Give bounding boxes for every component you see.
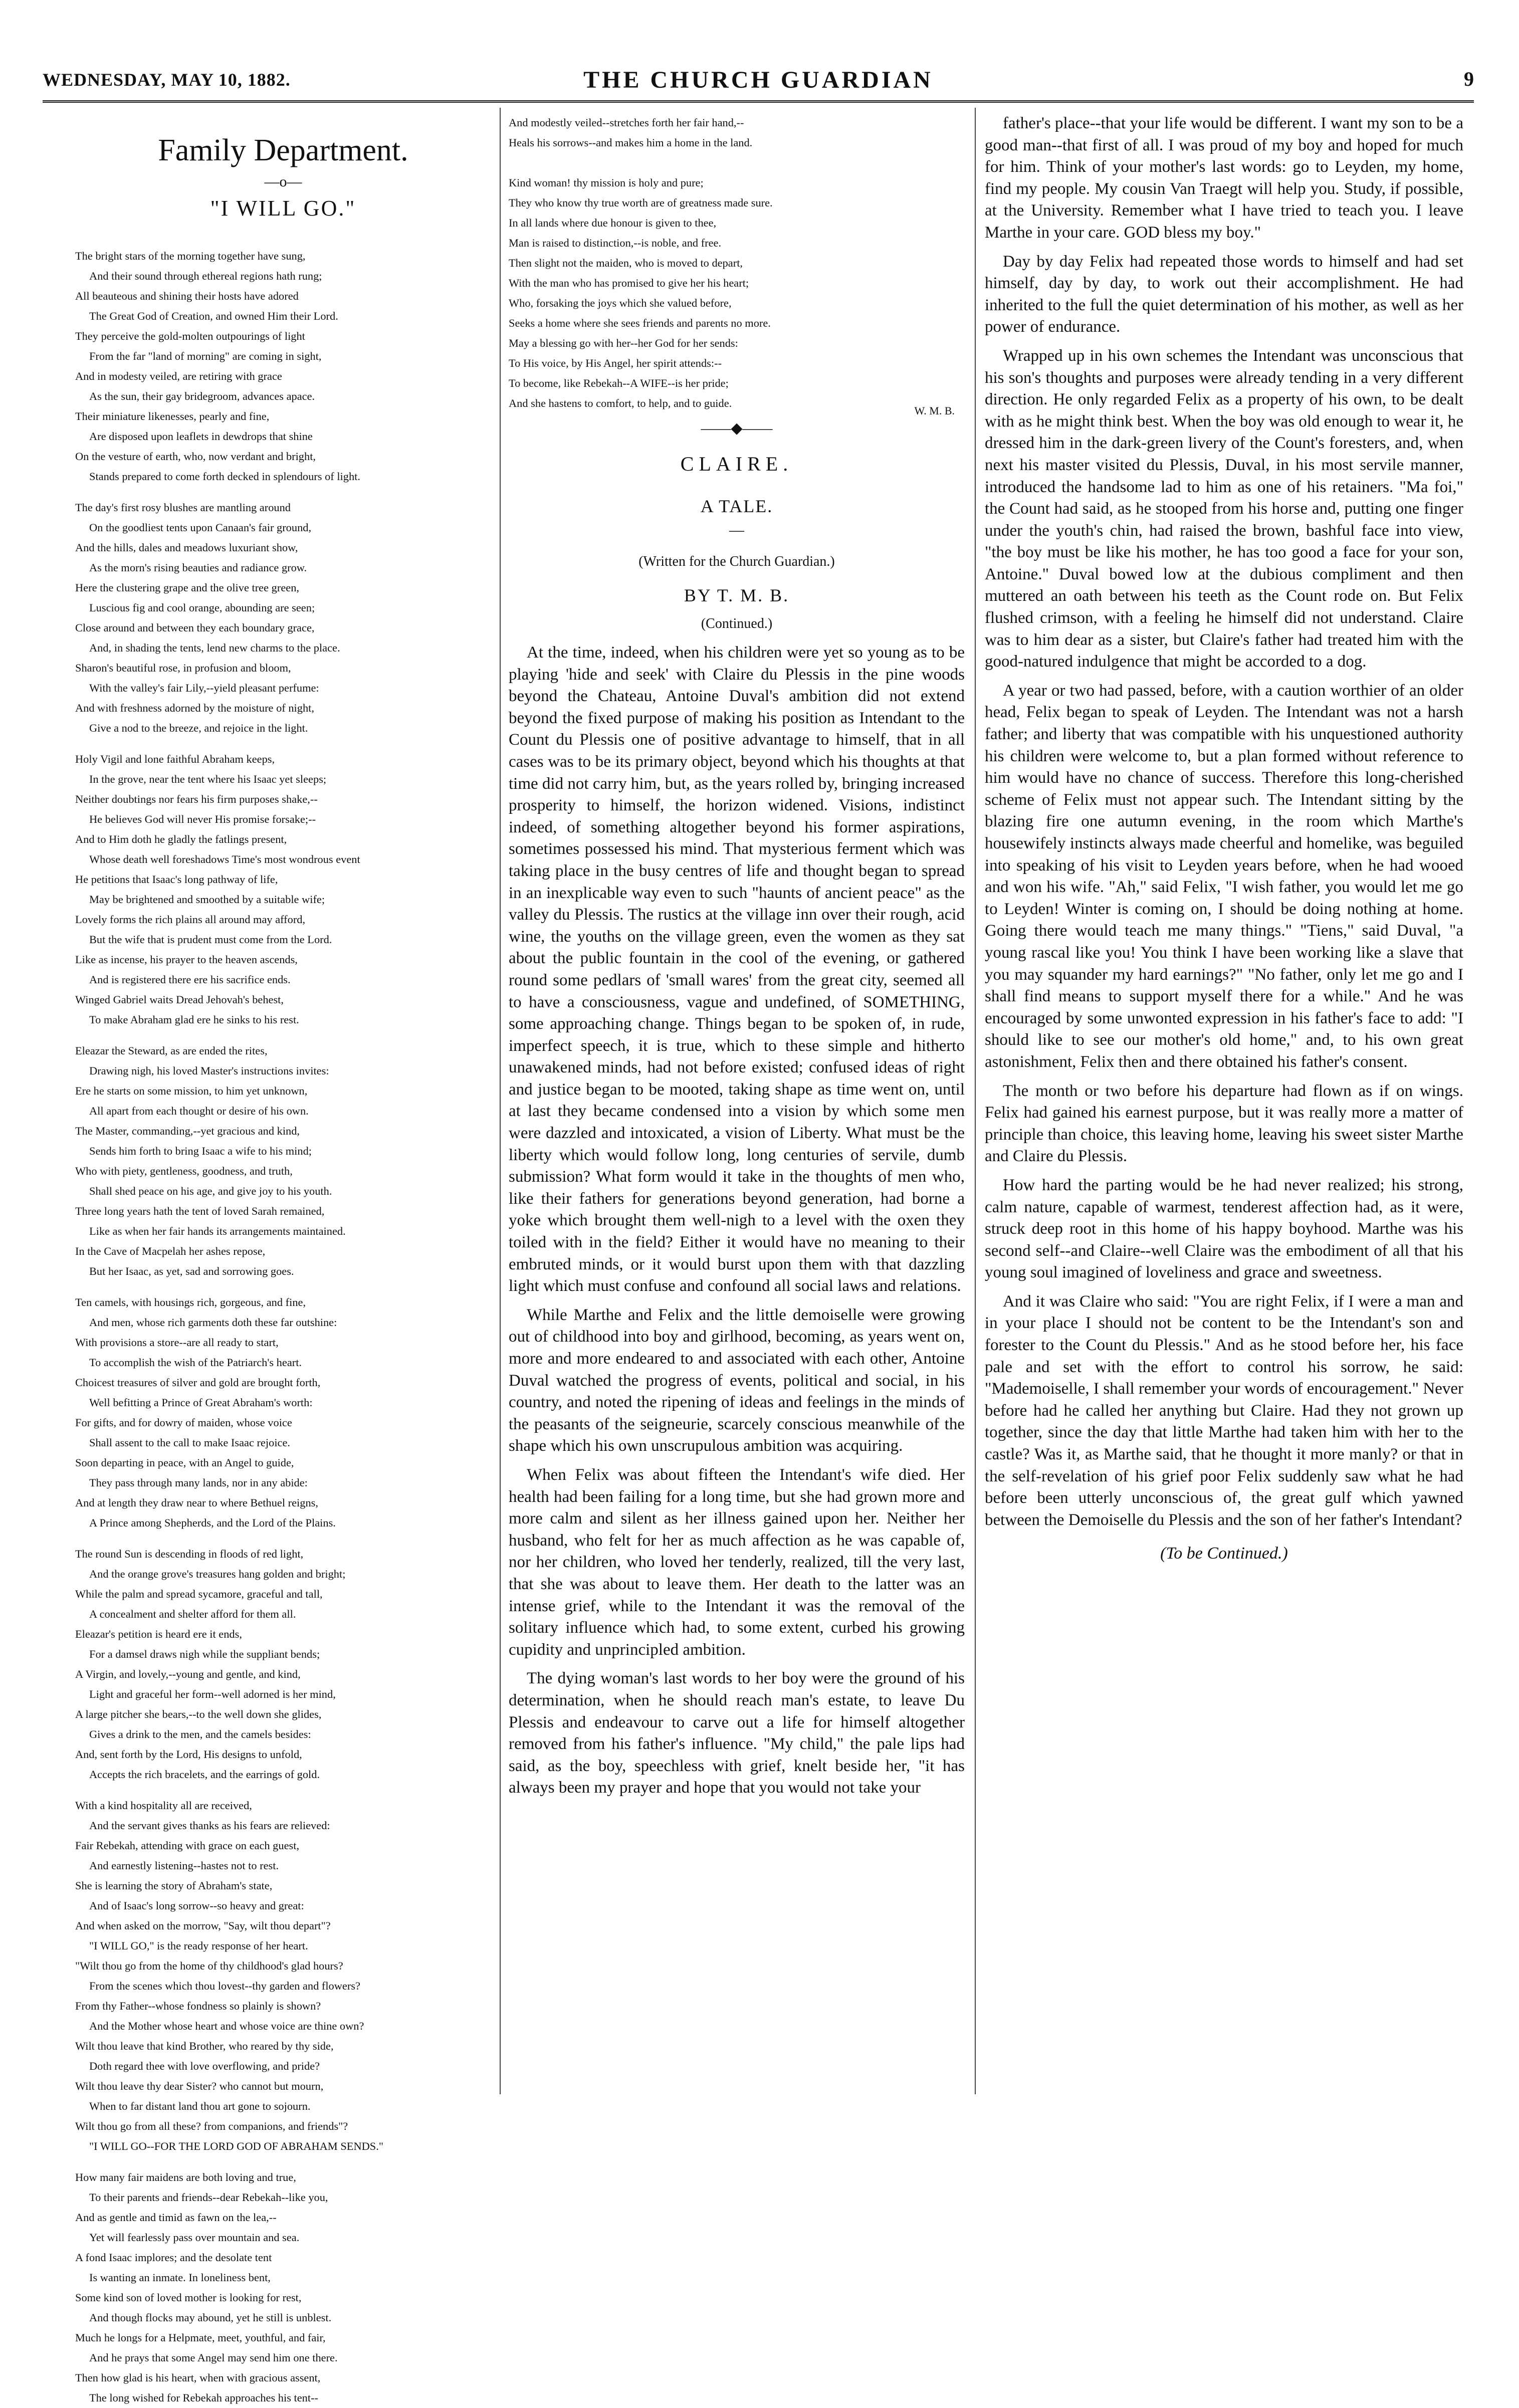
poem-line: The day's first rosy blushes are mantling around — [75, 501, 291, 514]
story-continued-label: (Continued.) — [701, 616, 773, 631]
poem-line: Seeks a home where she sees friends and parents no more. — [509, 317, 771, 329]
poem-line: May be brightened and smoothed by a suitable wife; — [89, 893, 325, 906]
poem-line: Stands prepared to come forth decked in splendours of light. — [89, 470, 360, 483]
poem-line: Wilt thou go from all these? from companions, and friends"? — [75, 2120, 348, 2132]
poem-line: Sharon's beautiful rose, in profusion and bloom, — [75, 662, 291, 674]
column-divider — [500, 108, 501, 2094]
story-paragraph: A year or two had passed, before, with a caution worthier of an older head, Felix began to speak of Leyden. The Intendant was not a harsh father; and liberty that was compatible with his unquestioned authority his children were welcome to, but a plan formed without reference to him would have no chance of success. Therefore this long-cherished scheme of Felix must not appear such. The Intendant sitting by the blazing fire one autumn evening, in the room which Marthe's housewifely instincts always made cheerful and homelike, was beguiled into speaking of his visit to Leyden years before, when he had wooed and won his wife. "Ah," said Felix, "I wish father, you would let me go to Leyden! Winter is coming on, I should be doing nothing at home. Going there would teach me many things." "Tiens," said Duval, "a young rascal like you! You think I have been working like a slave that you may squander my hard earnings?" "No father, only let me go and I shall find means to support myself there for a while." And he was encouraged by some unwonted expression in his father's face to add: "I should like to see our mother's old home," and, to his own great astonishment, Felix then and there obtained his father's consent. — [985, 681, 1463, 1071]
poem-line: Choicest treasures of silver and gold are brought forth, — [75, 1376, 321, 1389]
poem-line: Accepts the rich bracelets, and the earrings of gold. — [89, 1768, 320, 1781]
poem-line: He petitions that Isaac's long pathway of life, — [75, 873, 278, 886]
poem-line: A Virgin, and lovely,--young and gentle, and kind, — [75, 1668, 301, 1680]
poem-stanza — [75, 1041, 491, 1281]
poem-line: For gifts, and for dowry of maiden, whose voice — [75, 1416, 292, 1429]
poem-stanza — [75, 749, 491, 1030]
poem-stanza — [75, 1544, 491, 1785]
poem-line: Gives a drink to the men, and the camels besides: — [89, 1728, 311, 1740]
poem-line: Fair Rebekah, attending with grace on each guest, — [75, 1839, 300, 1852]
poem-line: From the far "land of morning" are coming in sight, — [89, 350, 322, 362]
poem-line: With the valley's fair Lily,--yield pleasant perfume: — [89, 682, 319, 694]
poem-line: All beauteous and shining their hosts have adored — [75, 290, 299, 302]
poem-line: To His voice, by His Angel, her spirit attends:-- — [509, 357, 722, 369]
story-attribution: (Written for the Church Guardian.) — [638, 554, 835, 569]
poem-line: Eleazar the Steward, as are ended the rites, — [75, 1044, 268, 1057]
poem-line: They pass through many lands, nor in any abide: — [89, 1476, 308, 1489]
poem-line: The round Sun is descending in floods of red light, — [75, 1548, 304, 1560]
poem-line: With provisions a store--are all ready to start, — [75, 1336, 279, 1349]
poem-line: May a blessing go with her--her God for her sends: — [509, 337, 738, 349]
poem-line: Neither doubtings nor fears his firm purposes shake,-- — [75, 793, 318, 805]
poem-line: Ten camels, with housings rich, gorgeous, and fine, — [75, 1296, 306, 1308]
poem-line: Eleazar's petition is heard ere it ends, — [75, 1628, 242, 1640]
poem-line: A Prince among Shepherds, and the Lord of the Plains. — [89, 1516, 336, 1529]
column-poem — [75, 113, 491, 2404]
column-divider — [975, 108, 976, 2094]
poem-line: Light and graceful her form--well adorned is her mind, — [89, 1688, 336, 1700]
poem-line: "I WILL GO--FOR THE LORD GOD OF ABRAHAM SENDS." — [89, 2140, 383, 2152]
poem-stanza — [75, 1796, 491, 2156]
poem-line: And she hastens to comfort, to help, and to guide. — [509, 397, 732, 409]
story-paragraph: At the time, indeed, when his children were yet so young as to be playing 'hide and seek' with Claire du Plessis in the pine woods beyond the Chateau, Antoine Duval's ambition did not extend beyond the fixed purpose of making his position as Intendant to the Count du Plessis one of positive advantage to himself, that in all cases was to be its primary object, beyond which his thoughts at that time did not carry him, but, as the years rolled by, bringing increased prosperity to himself, the horizon widened. Visions, indistinct indeed, of something altogether beyond his former aspirations, sometimes possessed his mind. That mysterious ferment which was taking place in the busy centres of life and thought began to spread in an inexplicable way even to such "haunts of ancient peace" as the valley du Plessis. The rustics at the village inn over their rough, acid wine, the youths on the village green, even the women as they sat about the public fountain in the cool of the evening, or gathered round some pedlars of 'small wares' from the great city, seemed all to have a consciousness, vague and undefined, of SOMETHING, some approaching change. Things began to be spoken of, in rude, imperfect speech, it is true, which to these simple and hitherto unawakened minds, had not before existed; confused ideas of right and justice began to be mooted, taking shape as time went on, until at last they became condensed into a vision by which some men were dazzled and intoxicated, a vision of Liberty. What must be the liberty which would follow long, long centuries of servile, dumb submission? What form would it take in the thoughts of men who, like their fathers for generations beyond generation, had borne a yoke which brought them well-nigh to a level with the oxen they toiled with in the field? Either it would have no meaning to their embruted minds, or it would burst upon them with that dazzling light which must confuse and confound all social laws and relations. — [509, 643, 965, 1295]
masthead — [43, 65, 1474, 98]
poem-line: Who with piety, gentleness, goodness, and truth, — [75, 1165, 293, 1177]
poem-line: From thy Father--whose fondness so plainly is shown? — [75, 2000, 321, 2012]
poem-line: Who, forsaking the joys which she valued before, — [509, 297, 732, 309]
poem-line: And, sent forth by the Lord, His designs to unfold, — [75, 1748, 302, 1761]
story-author: BY T. M. B. — [684, 585, 790, 605]
poem-line: A large pitcher she bears,--to the well down she glides, — [75, 1708, 322, 1720]
poem-line: A fond Isaac implores; and the desolate tent — [75, 2251, 272, 2264]
issue-date: WEDNESDAY, MAY 10, 1882. — [43, 70, 291, 90]
poem-signature: W. M. B. — [914, 404, 955, 417]
story-paragraph: While Marthe and Felix and the little demoiselle were growing out of childhood into boy and girlhood, becoming, as years went on, more and more endeared to and associated with each other, Antoine Duval watched the progress of events, political and social, in his country, and noted the ripening of ideas and feelings in the minds of the peasants of the seigneurie, scarcely conscious meanwhile of the shape which his own unscrupulous ambition was acquiring. — [509, 1305, 965, 1455]
story-text — [509, 642, 965, 1799]
poem-line: And the orange grove's treasures hang golden and bright; — [89, 1568, 346, 1580]
poem-line: To become, like Rebekah--A WIFE--is her pride; — [509, 377, 729, 389]
poem-line: How many fair maidens are both loving and true, — [75, 2171, 296, 2183]
poem-line: Man is raised to distinction,--is noble, and free. — [509, 237, 722, 249]
story-subtitle: A TALE. — [700, 496, 773, 516]
poem-line: Heals his sorrows--and makes him a home in the land. — [509, 136, 753, 149]
poem-line: They perceive the gold-molten outpourings of light — [75, 330, 305, 342]
poem-line: For a damsel draws nigh while the suppliant bends; — [89, 1648, 320, 1660]
ornament: —o— — [264, 173, 302, 190]
poem-line: As the morn's rising beauties and radiance grow. — [89, 561, 307, 574]
poem-line: On the goodliest tents upon Canaan's fair ground, — [89, 521, 312, 534]
poem-line: Three long years hath the tent of loved Sarah remained, — [75, 1205, 325, 1217]
poem-line: And earnestly listening--hastes not to rest. — [89, 1859, 279, 1872]
poem-line: He believes God will never His promise forsake;-- — [89, 813, 316, 825]
poem-line: Shall assent to the call to make Isaac rejoice. — [89, 1436, 291, 1449]
poem-line: But the wife that is prudent must come from the Lord. — [89, 933, 332, 946]
poem-line: And the hills, dales and meadows luxuriant show, — [75, 541, 298, 554]
poem-line: Wilt thou leave thy dear Sister? who cannot but mourn, — [75, 2080, 324, 2092]
poem-line: And at length they draw near to where Bethuel reigns, — [75, 1496, 318, 1509]
poem-line: In all lands where due honour is given to thee, — [509, 216, 717, 229]
poem-line: Well befitting a Prince of Great Abraham's worth: — [89, 1396, 313, 1409]
poem-line: With a kind hospitality all are received, — [75, 1799, 252, 1812]
poem-line: They who know thy true worth are of greatness made sure. — [509, 196, 773, 209]
poem-line: Wilt thou leave that kind Brother, who reared by thy side, — [75, 2040, 334, 2052]
poem-line: While the palm and spread sycamore, graceful and tall, — [75, 1588, 323, 1600]
story-text-continued — [985, 113, 1463, 1531]
poem-line — [509, 153, 965, 173]
to-be-continued: (To be Continued.) — [1160, 1544, 1288, 1563]
poem-line: The Master, commanding,--yet gracious and kind, — [75, 1125, 300, 1137]
poem-line: Here the clustering grape and the olive tree green, — [75, 581, 299, 594]
poem-stanza — [75, 1292, 491, 1533]
poem-line: Are disposed upon leaflets in dewdrops that shine — [89, 430, 313, 443]
poem-line: Give a nod to the breeze, and rejoice in the light. — [89, 722, 308, 734]
poem-line: Much he longs for a Helpmate, meet, youthful, and fair, — [75, 2331, 326, 2344]
poem-line: "Wilt thou go from the home of thy childhood's glad hours? — [75, 1959, 343, 1972]
poem-line: Then how glad is his heart, when with gracious assent, — [75, 2371, 321, 2384]
poem-line: Some kind son of loved mother is looking for rest, — [75, 2291, 302, 2304]
poem-line: And, in shading the tents, lend new charms to the place. — [89, 641, 340, 654]
poem-line: Soon departing in peace, with an Angel to guide, — [75, 1456, 294, 1469]
story-paragraph: When Felix was about fifteen the Intendant's wife died. Her health had been failing for a long time, but she had grown more and more calm and silent as her illness gained upon her. Neither her husband, who felt for her as much affection as he was capable of, nor her children, who loved her tenderly, realized, till the very last, that she was about to leave them. Her death to the latter was an intense grief, while to the Intendant it was the removal of the solitary influence which had, to some extent, curbed his growing cupidity and unprincipled ambition. — [509, 1465, 965, 1659]
poem-line: As the sun, their gay bridegroom, advances apace. — [89, 390, 315, 402]
poem-line: And as gentle and timid as fawn on the lea,-- — [75, 2211, 277, 2224]
poem-body — [75, 246, 491, 2408]
masthead-rule — [43, 100, 1474, 103]
ornament-glyph: o — [279, 173, 287, 190]
poem-stanza — [75, 246, 491, 487]
poem-line: Then slight not the maiden, who is moved to depart, — [509, 257, 743, 269]
poem-line: Whose death well foreshadows Time's most wondrous event — [89, 853, 360, 865]
poem-line: And when asked on the morrow, "Say, wilt thou depart"? — [75, 1919, 331, 1932]
poem-line: And of Isaac's long sorrow--so heavy and great: — [89, 1899, 304, 1912]
poem-line: From the scenes which thou lovest--thy garden and flowers? — [89, 1980, 360, 1992]
section-heading: Family Department. — [158, 133, 408, 167]
poem-line: But her Isaac, as yet, sad and sorrowing goes. — [89, 1265, 294, 1277]
poem-stanza — [75, 498, 491, 738]
page-number: 9 — [1464, 68, 1474, 90]
poem-line: Luscious fig and cool orange, abounding are seen; — [89, 601, 315, 614]
poem-line: And is registered there ere his sacrifice ends. — [89, 973, 291, 986]
poem-line: Shall shed peace on his age, and give joy to his youth. — [89, 1185, 332, 1197]
poem-line: To make Abraham glad ere he sinks to his rest. — [89, 1013, 299, 1026]
poem-line: Ere he starts on some mission, to him yet unknown, — [75, 1084, 308, 1097]
divider: — — [729, 522, 744, 538]
poem-line: Holy Vigil and lone faithful Abraham keeps, — [75, 753, 275, 765]
poem-line: And with freshness adorned by the moisture of night, — [75, 702, 314, 714]
poem-stanza — [75, 2167, 491, 2408]
poem-line: "I WILL GO," is the ready response of her heart. — [89, 1939, 308, 1952]
poem-line: The bright stars of the morning together have sung, — [75, 250, 306, 262]
poem-line: And the Mother whose heart and whose voice are thine own? — [89, 2020, 364, 2032]
poem-line: Kind woman! thy mission is holy and pure; — [509, 176, 704, 189]
poem-line: And their sound through ethereal regions hath rung; — [89, 270, 322, 282]
story-paragraph: The dying woman's last words to her boy were the ground of his determination, when he should reach man's estate, to leave Du Plessis and endeavour to carve out a life for himself altogether removed from his father's influence. "My child," the pale lips had said, as the boy, speechless with grief, knelt beside her, "it has always been my prayer and hope that you would not take your — [509, 1669, 965, 1797]
poem-line: Yet will fearlessly pass over mountain and sea. — [89, 2231, 300, 2244]
column-story-b — [985, 113, 1463, 2089]
poem-line: When to far distant land thou art gone to sojourn. — [89, 2100, 311, 2112]
poem-line: And modestly veiled--stretches forth her fair hand,-- — [509, 116, 744, 129]
poem-line: Close around and between they each boundary grace, — [75, 621, 315, 634]
story-paragraph: How hard the parting would be he had never realized; his strong, calm nature, capable of warmest, tenderest affection had, as it were, struck deep root in this home of his happy boyhood. Marthe was his second self--and Claire--well Claire was the embodiment of all that his young soul imagined of loveliness and grace and sweetness. — [985, 1176, 1463, 1282]
poem-line: Like as incense, his prayer to the heaven ascends, — [75, 953, 298, 966]
poem-line: The long wished for Rebekah approaches his tent-- — [89, 2391, 318, 2404]
poem-line: To accomplish the wish of the Patriarch's heart. — [89, 1356, 302, 1369]
poem-line: And the servant gives thanks as his fears are relieved: — [89, 1819, 330, 1832]
story-paragraph: father's place--that your life would be different. I want my son to be a good man--that first of all. I was proud of my boy and hoped for much for him. Think of your mother's last words: go to Leyden, my home, find my people. My cousin Van Traegt will help you. Study, if possible, at the University. Remember what I have tried to teach you. I leave Marthe in your care. GOD bless my boy." — [985, 114, 1463, 242]
poem-line: Lovely forms the rich plains all around may afford, — [75, 913, 306, 926]
poem-line: And in modesty veiled, are retiring with grace — [75, 370, 282, 382]
poem-line: She is learning the story of Abraham's state, — [75, 1879, 273, 1892]
poem-line: And he prays that some Angel may send him one there. — [89, 2351, 338, 2364]
poem-line: Like as when her fair hands its arrangements maintained. — [89, 1225, 346, 1237]
poem-line: To their parents and friends--dear Rebekah--like you, — [89, 2191, 328, 2204]
poem-line: With the man who has promised to give her his heart; — [509, 277, 749, 289]
poem-line: And though flocks may abound, yet he still is unblest. — [89, 2311, 332, 2324]
poem-line: On the vesture of earth, who, now verdant and bright, — [75, 450, 316, 463]
column-story-a — [509, 113, 965, 2089]
poem-line: The Great God of Creation, and owned Him their Lord. — [89, 310, 338, 322]
poem-line: Their miniature likenesses, pearly and fine, — [75, 410, 270, 422]
poem-line: In the Cave of Macpelah her ashes repose, — [75, 1245, 266, 1257]
poem-line: In the grove, near the tent where his Isaac yet sleeps; — [89, 773, 327, 785]
story-paragraph: And it was Claire who said: "You are right Felix, if I were a man and in your place I should not be content to be the Intendant's son and forester to the Count du Plessis." And as he stood before her, his face pale and set with the effort to control his sorrow, he said: "Mademoiselle, I shall remember your words of encouragement." Never before had he called her anything but Claire. Had they not grown up together, since the day that little Marthe had taken him with her to the castle? Was it, as Marthe said, that he thought it more manly? or that in the self-revelation of his grief poor Felix suddenly saw what he had before been utterly unconscious of, the great gulf which yawned between the Demoiselle du Plessis and the son of her father's Intendant? — [985, 1292, 1463, 1529]
story-paragraph: The month or two before his departure had flown as if on wings. Felix had gained his earnest purpose, but it was really more a matter of principle than choice, this leaving home, leaving his sweet sister Marthe and Claire du Plessis. — [985, 1081, 1463, 1166]
poem-line: Drawing nigh, his loved Master's instructions invites: — [89, 1064, 329, 1077]
poem-line: Is wanting an inmate. In loneliness bent, — [89, 2271, 271, 2284]
poem-line: Winged Gabriel waits Dread Jehovah's behest, — [75, 993, 284, 1006]
poem-line: All apart from each thought or desire of his own. — [89, 1105, 309, 1117]
poem-line: And to Him doth he gladly the fatlings present, — [75, 833, 287, 845]
poem-line: And men, whose rich garments doth these far outshine: — [89, 1316, 337, 1329]
story-paragraph: Day by day Felix had repeated those words to himself and had set himself, day by day, to work out their accomplishment. He had inherited to the full the quiet determination of his mother, as well as her power of endurance. — [985, 252, 1463, 336]
poem-continuation — [509, 113, 965, 413]
story-paragraph: Wrapped up in his own schemes the Intendant was unconscious that his son's thoughts and purposes were already tending in a very different direction. He only regarded Felix as a property of his own, to be dealt with as he might think best. When the boy was old enough to wear it, he dressed him in the dark-green livery of the Count's foresters, and, when next his master visited du Plessis, Duval, in his most servile manner, introduced the handsome lad to him as one of his retainers. "Ma foi," the Count had said, as he stooped from his horse and, putting one finger under the youth's chin, had raised the brown, bashful face into view, "the boy must be like his mother, he has too good a face for your son, Antoine." Duval bowed low at the dubious compliment and then muttered an oath between his teeth as the Count rode on. But Felix flushed crimson, with a feeling he himself did not understand. Claire was to him dear as a sister, but Claire's father had treated him with the good-natured indulgence that might be accorded to a dog. — [985, 346, 1463, 671]
story-title: CLAIRE. — [680, 453, 793, 475]
poem-line: A concealment and shelter afford for them all. — [89, 1608, 296, 1620]
poem-title: "I WILL GO." — [210, 196, 356, 221]
poem-line: Sends him forth to bring Isaac a wife to his mind; — [89, 1145, 312, 1157]
newspaper-title: THE CHURCH GUARDIAN — [583, 67, 933, 93]
poem-line: Doth regard thee with love overflowing, and pride? — [89, 2060, 320, 2072]
divider-ornament: ——◆—— — [701, 420, 773, 436]
